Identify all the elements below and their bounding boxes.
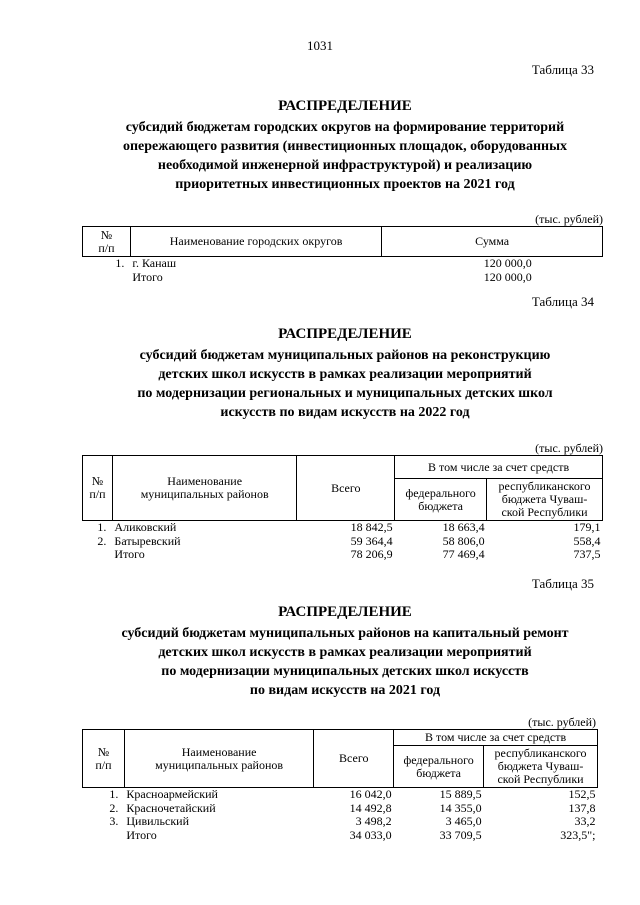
- col-header-including: В том числе за счет средств: [395, 456, 603, 479]
- row-sum: 120 000,0: [483, 256, 532, 270]
- table-34-units: (тыс. рублей): [535, 441, 603, 455]
- table-33-label: Таблица 33: [531, 62, 594, 77]
- row-republic: 558,4: [573, 533, 601, 548]
- table-33: [82, 226, 603, 284]
- table-row: [83, 521, 603, 535]
- row-federal: 58 806,0: [442, 533, 485, 548]
- row-total: 14 492,8: [349, 800, 392, 815]
- table-34-heading: РАСПРЕДЕЛЕНИЕ: [278, 326, 412, 342]
- row-federal: 33 709,5: [439, 827, 482, 842]
- table-34-subtitle-line: искусств по видам искусств на 2022 год: [220, 405, 470, 420]
- row-num: 2.: [97, 533, 107, 548]
- table-33-title: [80, 98, 610, 194]
- row-total: 16 042,0: [349, 787, 392, 801]
- row-total: 78 206,9: [350, 547, 393, 561]
- table-34-subtitle-line: субсидий бюджетам муниципальных районов на реконструкцию: [139, 348, 551, 363]
- table-row: [83, 788, 598, 802]
- row-total: 59 364,4: [350, 533, 393, 548]
- row-federal: 77 469,4: [442, 547, 485, 561]
- row-republic: 323,5";: [560, 827, 596, 842]
- col-header-federal: федерального бюджета: [394, 746, 484, 788]
- col-header-including: В том числе за счет средств: [394, 730, 598, 746]
- row-num: 2.: [109, 800, 119, 815]
- table-35-subtitle-line: по видам искусств на 2021 год: [249, 683, 441, 698]
- col-header-total: Всего: [297, 456, 395, 521]
- row-name: Итого: [126, 827, 157, 842]
- page-number: 1031: [307, 38, 333, 53]
- table-35-subtitle-line: субсидий бюджетам муниципальных районов на капитальный ремонт: [121, 626, 569, 641]
- row-num: [83, 548, 113, 562]
- table-34-title: [80, 326, 610, 422]
- col-header-republic: республиканского бюджета Чуваш- ской Республики: [484, 746, 598, 788]
- col-header-num: № п/п: [83, 227, 131, 257]
- row-num: [83, 271, 131, 285]
- row-name: Красноармейский: [126, 787, 218, 801]
- col-header-sum: Сумма: [382, 227, 603, 257]
- col-header-name: Наименование городских округов: [130, 227, 381, 257]
- row-republic: 179,1: [573, 520, 601, 534]
- row-name: Итого: [114, 547, 145, 561]
- table-33-subtitle-line: необходимой инженерной инфраструктурой) и реализацию: [157, 158, 533, 173]
- table-35-subtitle-line: детских школ искусств в рамках реализации мероприятий: [158, 645, 532, 660]
- table-34-label: Таблица 34: [531, 294, 594, 309]
- table-33-subtitle-line: субсидий бюджетам городских округов на формирование территорий: [125, 120, 565, 135]
- table-33-heading: РАСПРЕДЕЛЕНИЕ: [278, 98, 412, 114]
- row-sum: 120 000,0: [483, 269, 532, 284]
- row-num: 3.: [109, 814, 119, 828]
- table-35-label: Таблица 35: [531, 576, 594, 591]
- table-row-total: [83, 548, 603, 562]
- row-total: 3 498,2: [355, 814, 392, 828]
- table-33-units: (тыс. рублей): [535, 212, 603, 226]
- col-header-name: Наименование муниципальных районов: [124, 730, 313, 788]
- table-row-total: [83, 829, 598, 843]
- table-34: [82, 455, 603, 562]
- row-republic: 33,2: [574, 814, 596, 828]
- row-republic: 137,8: [568, 800, 596, 815]
- row-name: Цивильский: [126, 814, 189, 828]
- row-name: Итого: [132, 269, 163, 284]
- table-35-units: (тыс. рублей): [528, 715, 596, 729]
- row-federal: 3 465,0: [445, 814, 482, 828]
- table-35-subtitle-line: по модернизации муниципальных детских школ искусств: [161, 664, 529, 679]
- table-33-subtitle-line: приоритетных инвестиционных проектов на 2021 год: [175, 177, 515, 192]
- row-num: 1.: [97, 520, 107, 534]
- table-row-total: [83, 271, 603, 285]
- row-republic: 737,5: [573, 547, 601, 561]
- col-header-total: Всего: [314, 730, 394, 788]
- row-federal: 15 889,5: [439, 787, 482, 801]
- row-total: 18 842,5: [350, 520, 393, 534]
- table-33-subtitle-line: опережающего развития (инвестиционных площадок, оборудованных: [122, 139, 568, 154]
- row-num: 1.: [109, 787, 119, 801]
- row-republic: 152,5: [568, 787, 596, 801]
- col-header-num: № п/п: [83, 456, 113, 521]
- col-header-republic: республиканского бюджета Чуваш- ской Республики: [487, 479, 603, 521]
- row-total: 34 033,0: [349, 827, 392, 842]
- table-row: [83, 802, 598, 816]
- row-federal: 14 355,0: [439, 800, 482, 815]
- row-name: Красночетайский: [126, 800, 216, 815]
- col-header-name: Наименование муниципальных районов: [112, 456, 297, 521]
- col-header-federal: федерального бюджета: [395, 479, 487, 521]
- table-34-subtitle-line: детских школ искусств в рамках реализации мероприятий: [158, 367, 532, 382]
- table-35-title: [80, 604, 610, 700]
- table-row: [83, 535, 603, 549]
- table-row: [83, 257, 603, 271]
- row-name: Аликовский: [114, 520, 177, 534]
- table-35-heading: РАСПРЕДЕЛЕНИЕ: [278, 604, 412, 620]
- table-35: [82, 729, 598, 842]
- row-num: 1.: [115, 256, 125, 270]
- table-34-subtitle-line: по модернизации региональных и муниципальных детских школ: [137, 386, 553, 401]
- row-num: [83, 829, 125, 843]
- row-federal: 18 663,4: [442, 520, 485, 534]
- table-row: [83, 815, 598, 829]
- col-header-num: № п/п: [83, 730, 125, 788]
- row-name: г. Канаш: [132, 256, 177, 270]
- row-name: Батыревский: [114, 533, 181, 548]
